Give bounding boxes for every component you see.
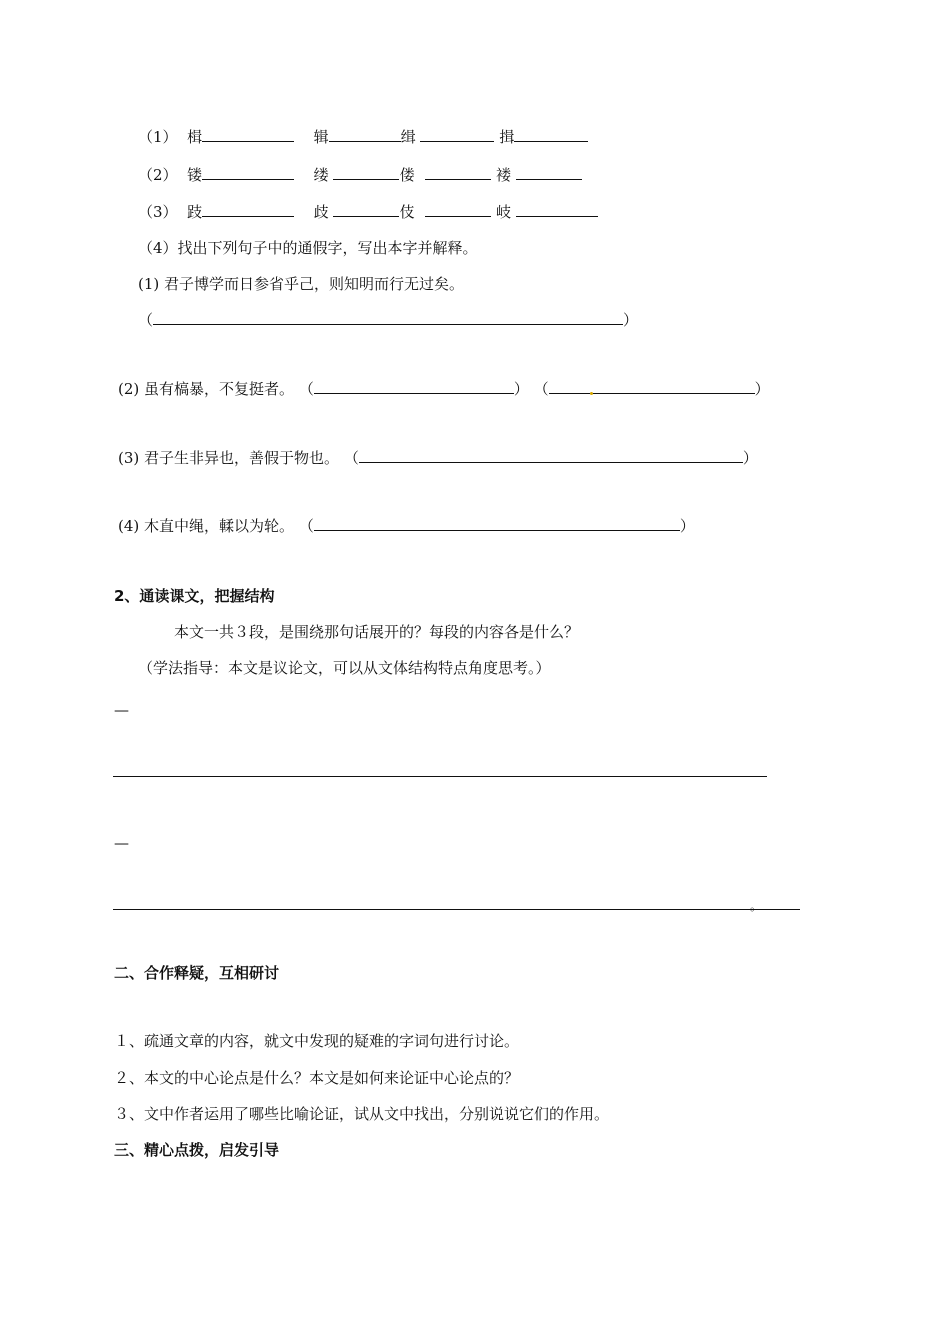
row-number: （1）	[138, 128, 178, 146]
row-number: （3）	[138, 203, 178, 221]
answer-blank[interactable]	[425, 165, 491, 180]
close-paren: ）	[679, 517, 695, 535]
close-paren: ）	[623, 311, 639, 329]
tongjia-question-2	[118, 379, 770, 399]
exercise-row-3	[138, 202, 598, 222]
char: 揖	[499, 128, 515, 146]
open-paren: （	[138, 311, 154, 329]
char: 岐	[496, 203, 512, 221]
end-mark: 。	[750, 899, 763, 913]
answer-blank[interactable]	[314, 379, 514, 394]
char: 歧	[313, 203, 329, 221]
answer-blank[interactable]	[202, 127, 294, 142]
char: 伎	[399, 203, 415, 221]
char: 褛	[496, 166, 512, 184]
answer-blank[interactable]	[333, 165, 399, 180]
answer-blank[interactable]	[516, 165, 582, 180]
answer-blank[interactable]	[514, 127, 588, 142]
section-2-hint: （学法指导：本文是议论文，可以从文体结构特点角度思考。）	[138, 659, 551, 677]
answer-blank[interactable]	[314, 516, 680, 531]
question-text: (3) 君子生非异也，善假于物也。	[118, 449, 340, 467]
question-text: (2) 虽有槁暴，不复挺者。	[118, 380, 295, 398]
char: 跂	[187, 203, 203, 221]
answer-blank[interactable]	[549, 379, 755, 394]
tongjia-question-4	[118, 516, 695, 536]
exercise-row-1	[138, 127, 588, 147]
close-paren: ）	[742, 449, 758, 467]
char: 辑	[313, 128, 329, 146]
answer-blank[interactable]	[329, 127, 401, 142]
char: 镂	[187, 166, 203, 184]
dash-1: —	[114, 701, 129, 719]
open-paren: （	[343, 449, 359, 467]
char: 缕	[313, 166, 329, 184]
tongjia-question-3	[118, 448, 758, 468]
question-text: (4) 木直中绳，輮以为轮。	[118, 517, 295, 535]
answer-blank[interactable]	[333, 202, 399, 217]
answer-blank[interactable]	[420, 127, 494, 142]
answer-blank[interactable]	[202, 165, 294, 180]
part-2-item-2: ２、本文的中心论点是什么？本文是如何来论证中心论点的？	[114, 1069, 520, 1087]
writing-line-1[interactable]	[113, 776, 767, 777]
answer-blank[interactable]	[425, 202, 491, 217]
part-2-title: 二、合作释疑，互相研讨	[114, 964, 280, 982]
part-2-item-3: ３、文中作者运用了哪些比喻论证，试从文中找出，分别说说它们的作用。	[114, 1105, 610, 1123]
tongjia-answer-1	[138, 310, 638, 330]
writing-line-2[interactable]	[113, 909, 800, 910]
close-paren: ）	[513, 380, 529, 398]
section-2-title: 2、通读课文，把握结构	[114, 587, 275, 605]
close-paren: ）	[754, 380, 770, 398]
part-3-title: 三、精心点拨，启发引导	[114, 1141, 280, 1159]
stray-mark	[590, 392, 593, 395]
answer-blank[interactable]	[202, 202, 294, 217]
section-2-question: 本文一共３段，是围绕那句话展开的？每段的内容各是什么？	[174, 623, 580, 641]
answer-blank[interactable]	[516, 202, 598, 217]
part-2-item-1: １、疏通文章的内容，就文中发现的疑难的字词句进行讨论。	[114, 1032, 520, 1050]
row-number: （2）	[138, 166, 178, 184]
answer-blank[interactable]	[153, 310, 623, 325]
open-paren: （	[298, 517, 314, 535]
char: 缉	[400, 128, 416, 146]
answer-blank[interactable]	[359, 448, 743, 463]
open-paren: （	[533, 380, 549, 398]
open-paren: （	[298, 380, 314, 398]
tongjia-heading: （4）找出下列句子中的通假字，写出本字并解释。	[138, 239, 478, 257]
dash-2: —	[114, 834, 129, 852]
exercise-row-2	[138, 165, 582, 185]
tongjia-question-1: (1) 君子博学而日参省乎己，则知明而行无过矣。	[138, 275, 465, 293]
char: 楫	[187, 128, 203, 146]
char: 偻	[399, 166, 415, 184]
